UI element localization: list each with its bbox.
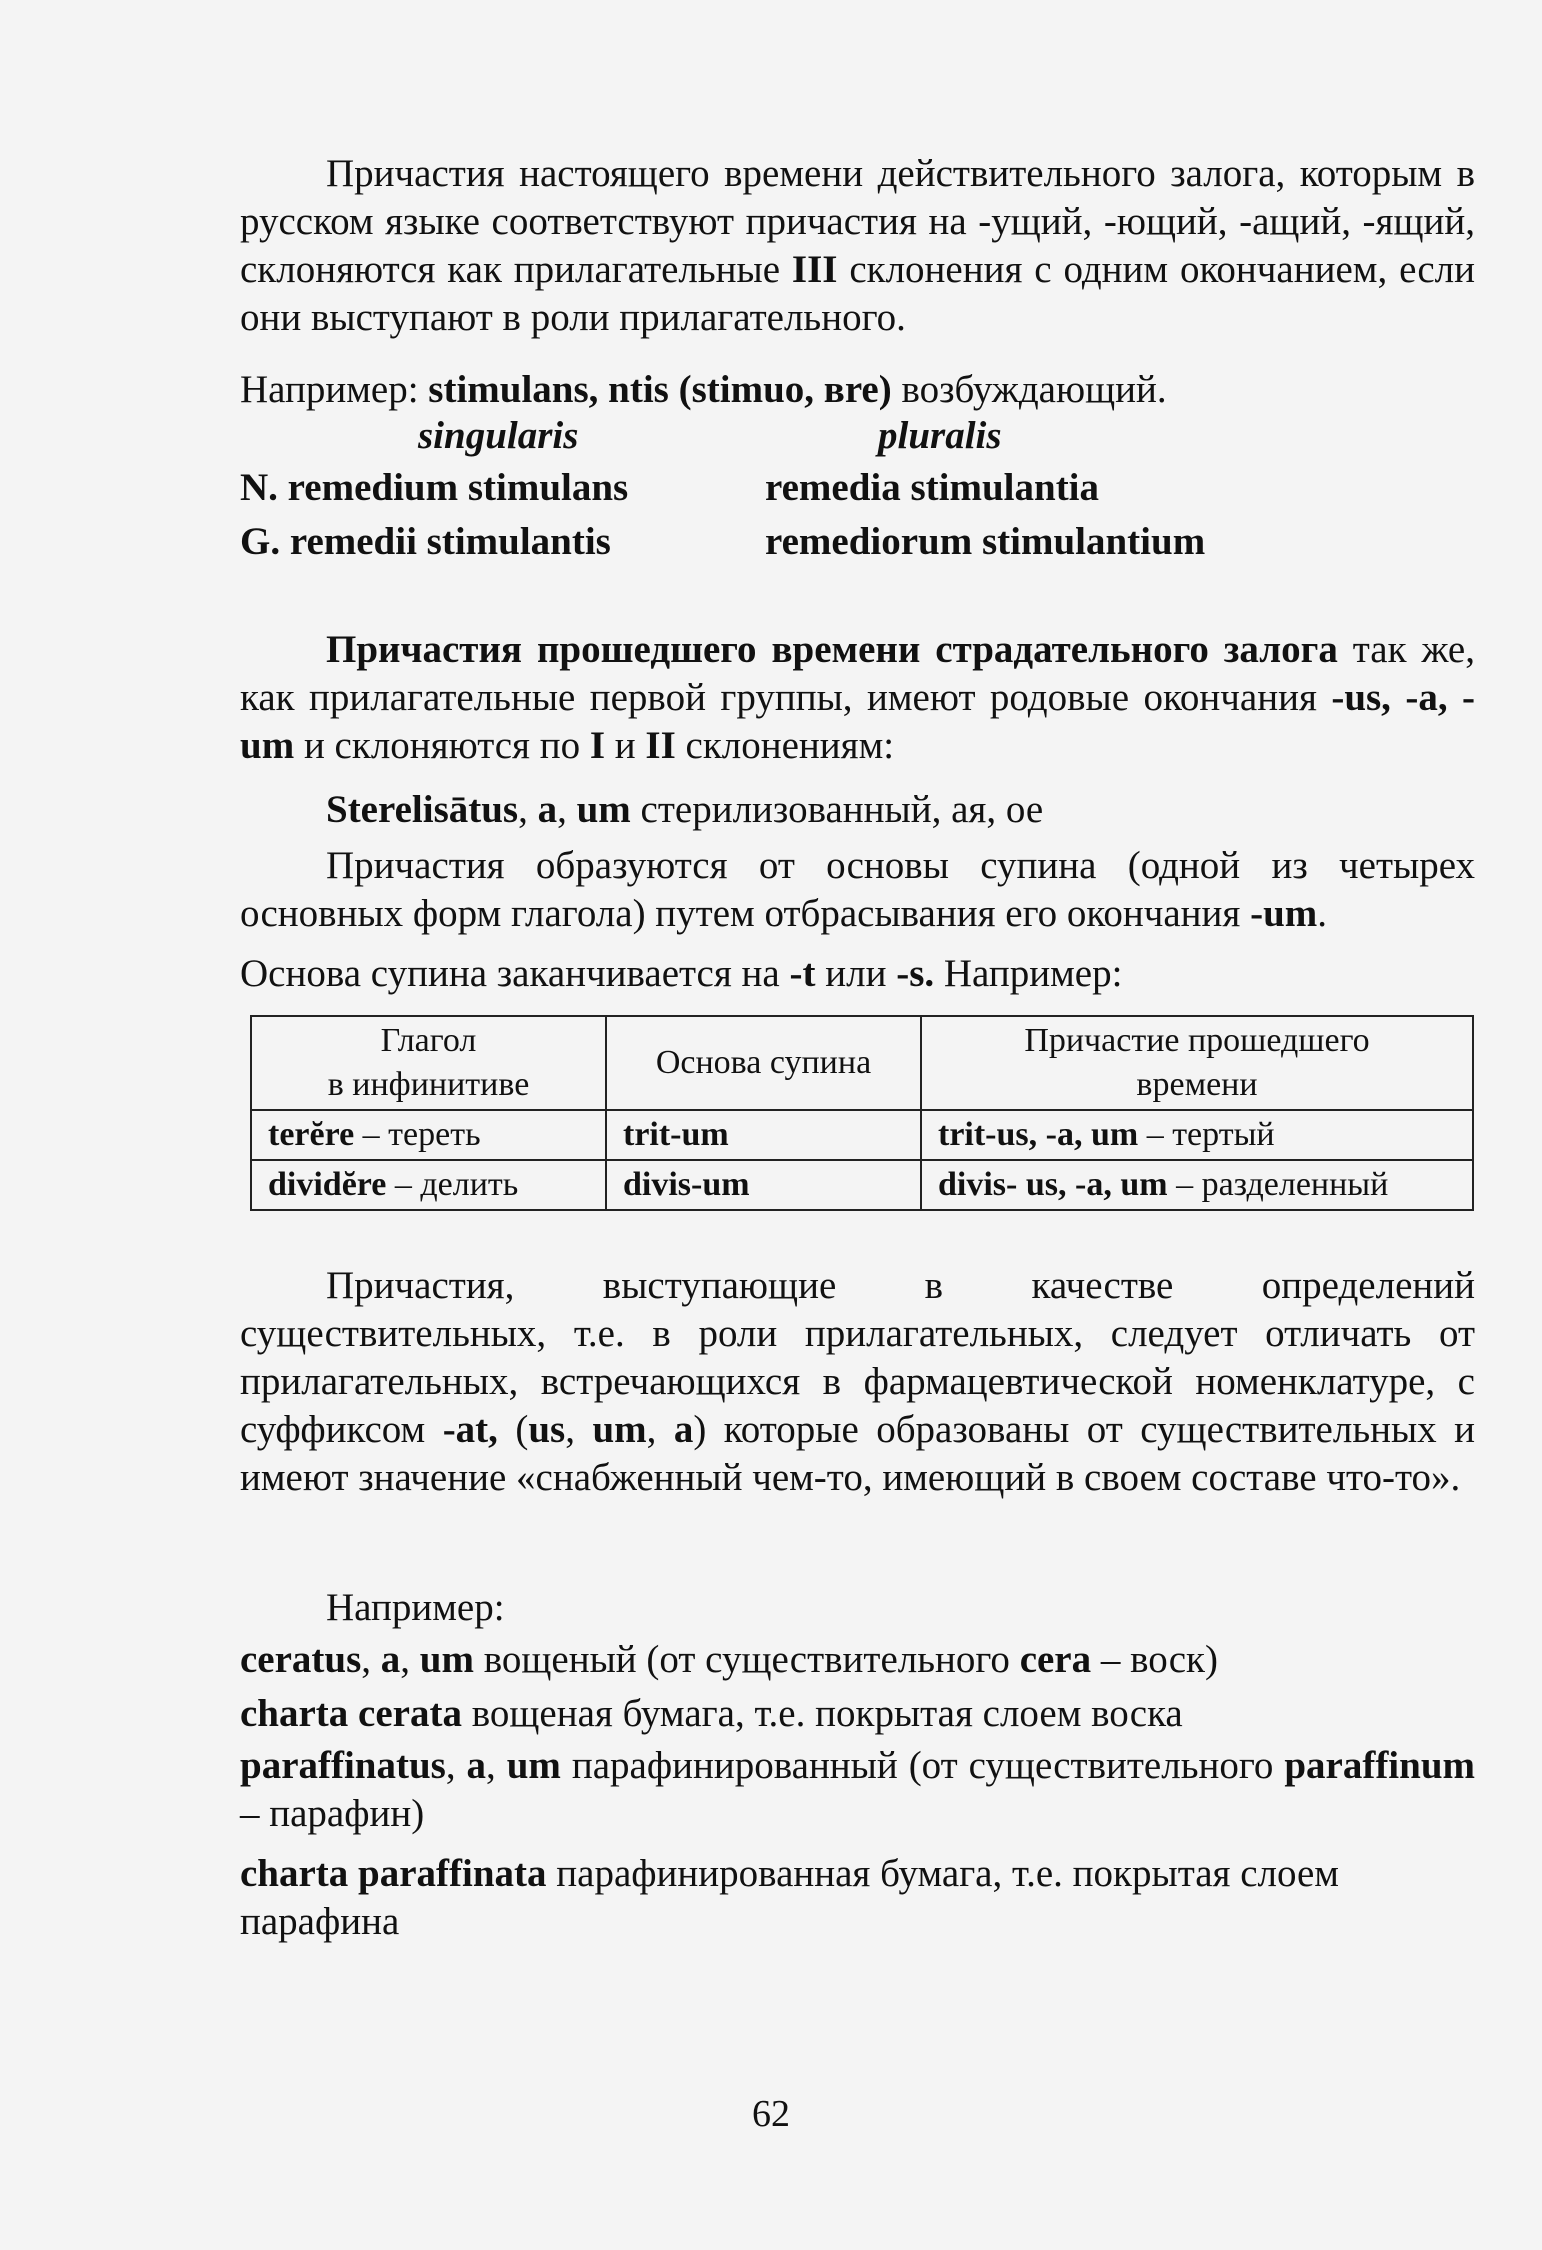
table-row	[251, 1110, 1473, 1160]
example-stimulans: Например: stimulans, ntis (stimuo, вre) возбуждающий.	[240, 368, 1167, 411]
paragraph-past-participles: Причастия прошедшего времени страдательного залога так же, как прилагательные первой группы, имеют родовые окончания -us, -a, -um и склоняются по I и II склонениям:	[240, 628, 1475, 767]
decl-row-nominative: N. remedium stimulans	[240, 466, 629, 509]
paragraph-adjectives: Причастия, выступающие в качестве определений существительных, т.е. в роли прилагательных, следует отличать от прилагательных, встречающихся в фармацевтической номенклатуре, с суффиксом -at, (us, um, a) которые образованы от существительных и имеют значение «снабженный чем-то, имеющий в своем составе что-то».	[240, 1264, 1475, 1499]
paragraph-supine: Причастия образуются от основы супина (одной из четырех основных форм глагола) путем отбрасывания его окончания -um.	[240, 844, 1475, 935]
table-cell: trit-um	[606, 1110, 921, 1160]
decl-row-genitive: G. remedii stimulantis	[240, 520, 611, 563]
table-cell: divis- us, -a, um – разделенный	[921, 1160, 1473, 1210]
decl-row-genitive-plural: remediorum stimulantium	[765, 520, 1206, 563]
example-sterilisatus: Sterelisātus, a, um стерилизованный, ая, ое	[326, 788, 1044, 831]
table-header-row	[251, 1016, 1473, 1110]
header-pluralis: pluralis	[878, 414, 1002, 457]
table-header-cell: Глагол в инфинитиве	[251, 1016, 606, 1110]
participle-table	[250, 1015, 1474, 1211]
table-cell: divis-um	[606, 1160, 921, 1210]
table-header-cell: Причастие прошедшего времени	[921, 1016, 1473, 1110]
paragraph-supine-stem: Основа супина заканчивается на -t или -s. Например:	[240, 952, 1123, 995]
declension-numeral: III	[791, 248, 838, 291]
decl-row-nominative-plural: remedia stimulantia	[765, 466, 1100, 509]
example-ceratus: ceratus, a, um вощеный (от существительного cera – воск)	[240, 1638, 1218, 1681]
table-row	[251, 1160, 1473, 1210]
table-cell: terĕre – тереть	[251, 1110, 606, 1160]
header-singularis: singularis	[418, 414, 579, 457]
example-paraffinatus: paraffinatus, a, um парафинированный (от существительного paraffinum – парафин)	[240, 1744, 1476, 1835]
paragraph-present-participles: Причастия настоящего времени действительного залога, которым в русском языке соответствуют причастия на -ущий, -ющий, -ащий, -ящий, склоняются как прилагательные III склонения с одним окончанием, если они выступают в роли прилагательного.	[240, 152, 1475, 339]
examples-lead: Например:	[326, 1586, 505, 1629]
table-cell: dividĕre – делить	[251, 1160, 606, 1210]
example-charta-paraffinata: charta paraffinata парафинированная бумага, т.е. покрытая слоем парафина	[240, 1852, 1339, 1943]
table-header-cell: Основа супина	[606, 1016, 921, 1110]
example-charta-cerata: charta cerata вощеная бумага, т.е. покрытая слоем воска	[240, 1692, 1183, 1735]
page-number: 62	[752, 2093, 790, 2135]
table-cell: trit-us, -a, um – тертый	[921, 1110, 1473, 1160]
